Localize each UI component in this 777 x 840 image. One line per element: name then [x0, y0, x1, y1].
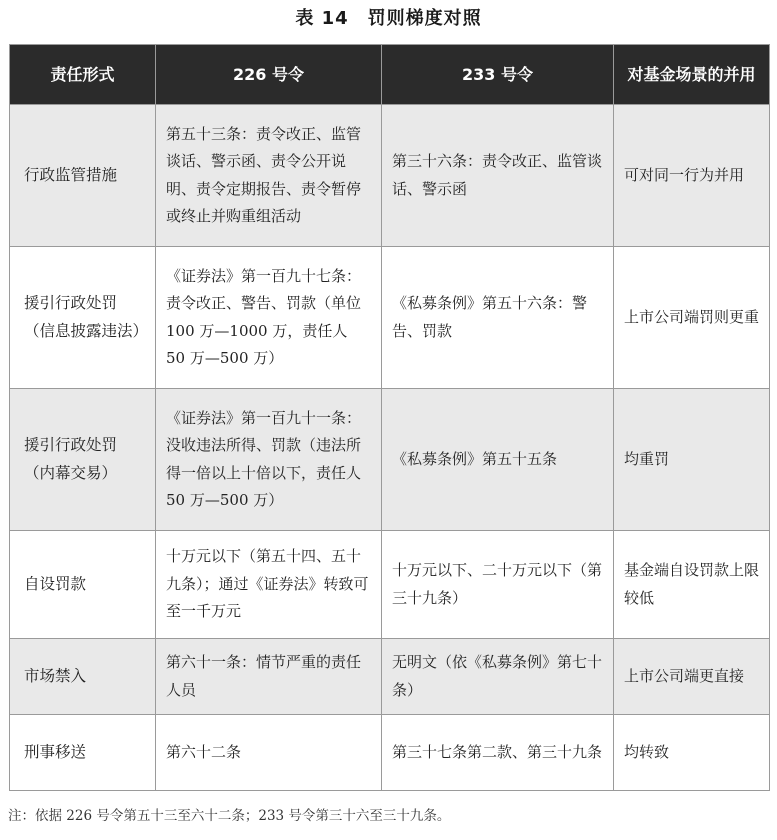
cell-order-233: 《私募条例》第五十五条	[382, 389, 614, 531]
cell-order-226: 第六十一条：情节严重的责任人员	[156, 639, 382, 715]
cell-form: 援引行政处罚（信息披露违法）	[10, 247, 156, 389]
cell-form: 自设罚款	[10, 531, 156, 639]
header-order-226: 226 号令	[156, 45, 382, 105]
cell-fund-scenario: 可对同一行为并用	[614, 105, 770, 247]
cell-form: 市场禁入	[10, 639, 156, 715]
cell-fund-scenario: 上市公司端更直接	[614, 639, 770, 715]
cell-order-233: 十万元以下、二十万元以下（第三十九条）	[382, 531, 614, 639]
header-order-233: 233 号令	[382, 45, 614, 105]
cell-form: 刑事移送	[10, 715, 156, 791]
table-row	[10, 639, 770, 715]
cell-order-226: 第六十二条	[156, 715, 382, 791]
header-fund-scenario: 对基金场景的并用	[614, 45, 770, 105]
cell-order-233: 《私募条例》第五十六条：警告、罚款	[382, 247, 614, 389]
table-row	[10, 715, 770, 791]
table-header-row	[10, 45, 770, 105]
cell-form: 行政监管措施	[10, 105, 156, 247]
cell-order-226: 十万元以下（第五十四、五十九条）；通过《证券法》转致可至一千万元	[156, 531, 382, 639]
cell-fund-scenario: 上市公司端罚则更重	[614, 247, 770, 389]
cell-fund-scenario: 基金端自设罚款上限较低	[614, 531, 770, 639]
cell-order-233: 无明文（依《私募条例》第七十条）	[382, 639, 614, 715]
table-footnote: 注：依据 226 号令第五十三至六十二条；233 号令第三十六至三十九条。	[8, 808, 451, 824]
table-row	[10, 247, 770, 389]
table-row	[10, 531, 770, 639]
cell-order-233: 第三十六条：责令改正、监管谈话、警示函	[382, 105, 614, 247]
table-row	[10, 389, 770, 531]
cell-order-226: 第五十三条：责令改正、监管谈话、警示函、责令公开说明、责令定期报告、责令暂停或终止并购重组活动	[156, 105, 382, 247]
cell-order-226: 《证券法》第一百九十一条：没收违法所得、罚款（违法所得一倍以上十倍以下，责任人 50 万—500 万）	[156, 389, 382, 531]
cell-order-233: 第三十七条第二款、第三十九条	[382, 715, 614, 791]
table-title: 表 14 罚则梯度对照	[295, 8, 482, 29]
cell-order-226: 《证券法》第一百九十七条：责令改正、警告、罚款（单位 100 万—1000 万，责任人 50 万—500 万）	[156, 247, 382, 389]
cell-fund-scenario: 均转致	[614, 715, 770, 791]
cell-fund-scenario: 均重罚	[614, 389, 770, 531]
table-row	[10, 105, 770, 247]
header-responsibility-form: 责任形式	[10, 45, 156, 105]
penalty-comparison-table	[9, 44, 770, 791]
cell-form: 援引行政处罚（内幕交易）	[10, 389, 156, 531]
